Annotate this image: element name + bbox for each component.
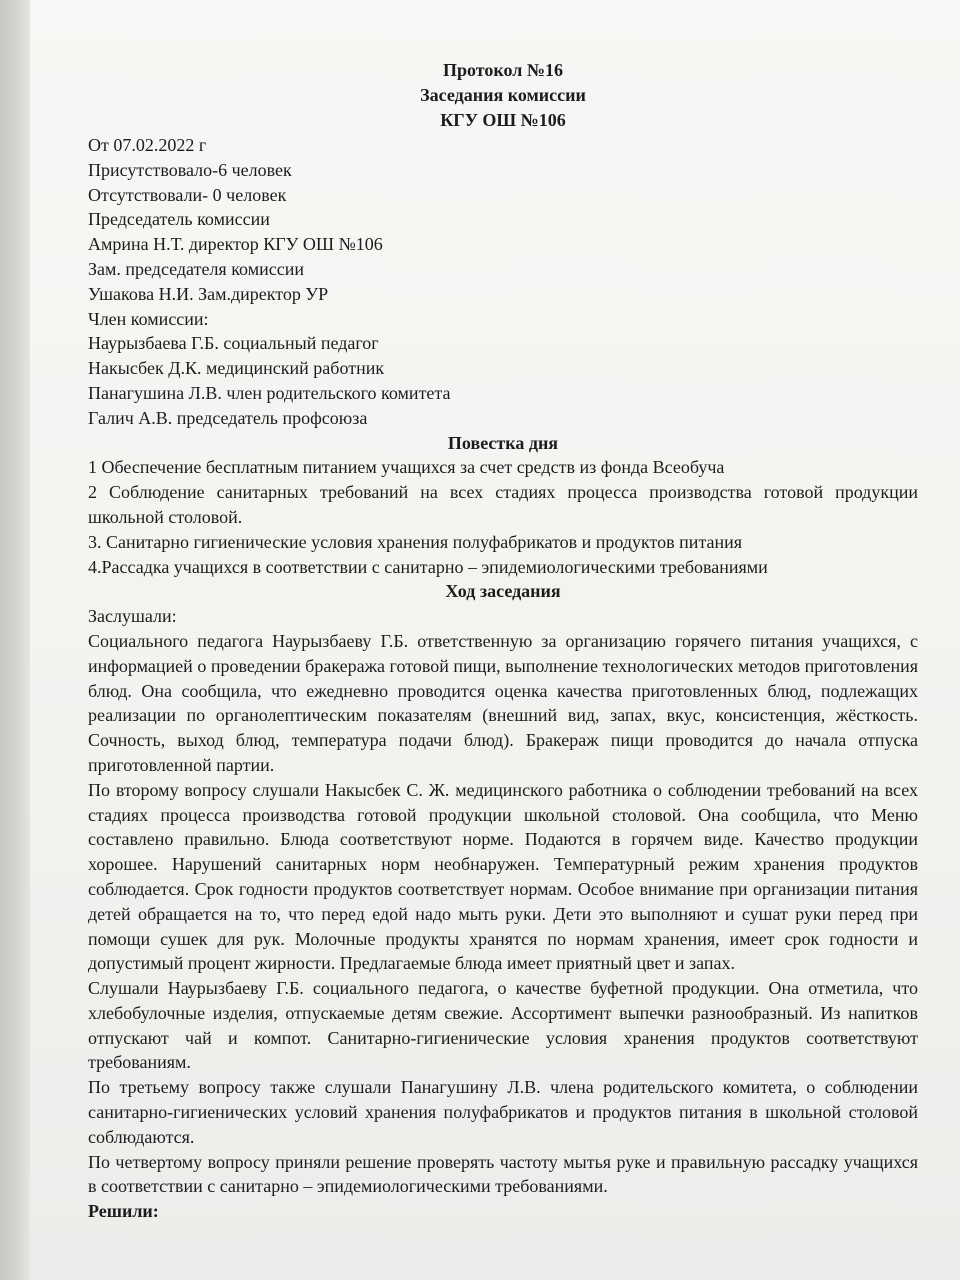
absent-count: Отсутствовали- 0 человек	[88, 184, 287, 205]
document-content	[88, 58, 918, 1224]
organization-name: КГУ ОШ №106	[440, 110, 566, 130]
agenda-item: 2 Соблюдение санитарных требований на всех стадиях процесса производства готовой продукции школьной столовой.	[88, 482, 918, 527]
proceedings-paragraph: По второму вопросу слушали Накысбек С. Ж. медицинского работника о соблюдении требований на всех стадиях процесса производства готовой продукции школьной столовой. Она сообщила, что Меню составлено правильно. Блюда соответствуют норме. Подаются в горячем виде. Качество продукции хорошее. Нарушений санитарных норм необнаружен. Температурный режим хранения продуктов соблюдается. Срок годности продуктов соответствует нормам. Особое внимание при организации питания детей обращается на то, что перед едой надо мыть руки. Дети это выполняют и сушат руки перед при помощи сушек для рук. Молочные продукты хранятся по нормам хранения, имеет срок годности и допустимый процент жирности. Предлагаемые блюда имеет приятный цвет и запах.	[88, 779, 918, 974]
proceedings-paragraph: Социального педагога Наурызбаеву Г.Б. ответственную за организацию горячего питания учащихся, с информацией о проведении бракеража готовой пищи, выполнение технологических методов приготовления блюд. Она сообщила, что ежедневно проводится оценка качества приготовленных блюд, подлежащих реализации по органолептическим показателям (внешний вид, запах, вкус, консистенция, жёсткость. Сочность, выход блюд, температура подачи блюд). Бракераж пищи проводится до начала отпуска приготовленной партии.	[88, 630, 918, 775]
agenda-section	[88, 431, 918, 580]
members-label: Член комиссии:	[88, 308, 209, 329]
agenda-item: 4.Рассадка учащихся в соответствии с санитарно – эпидемиологическими требованиями	[88, 556, 768, 577]
proceedings-title: Ход заседания	[445, 581, 561, 602]
proceedings-paragraph: По третьему вопросу также слушали Панагушину Л.В. члена родительского комитета, о соблюдении санитарно-гигиенических условий хранения полуфабрикатов и продуктов питания в школьной столовой соблюдаются.	[88, 1077, 918, 1147]
meta-block	[88, 133, 918, 431]
member-item: Накысбек Д.К. медицинский работник	[88, 358, 385, 379]
heard-label: Заслушали:	[88, 606, 177, 627]
decided-label: Решили:	[88, 1201, 159, 1222]
present-count: Присутствовало-6 человек	[88, 159, 292, 180]
protocol-title: Протокол №16	[443, 60, 563, 80]
agenda-title: Повестка дня	[447, 432, 559, 453]
proceedings-section	[88, 579, 918, 1224]
protocol-subtitle: Заседания комиссии	[420, 85, 586, 105]
proceedings-paragraph: Слушали Наурызбаеву Г.Б. социального педагога, о качестве буфетной продукции. Она отметила, что хлебобулочные изделия, отпускаемые детям свежие. Ассортимент выпечки разнообразный. Из напитков отпускают чай и компот. Санитарно-гигиенические условия хранения продуктов соответствуют требованиям.	[88, 978, 918, 1073]
agenda-item: 1 Обеспечение бесплатным питанием учащихся за счет средств из фонда Всеобуча	[88, 457, 725, 478]
title-block	[88, 58, 918, 133]
agenda-item: 3. Санитарно гигиенические условия хранения полуфабрикатов и продуктов питания	[88, 531, 743, 552]
vice-chair-name: Ушакова Н.И. Зам.директор УР	[88, 283, 329, 304]
member-item: Наурызбаева Г.Б. социальный педагог	[88, 333, 379, 354]
member-item: Галич А.В. председатель профсоюза	[88, 407, 368, 428]
member-item: Панагушина Л.В. член родительского комитета	[88, 382, 451, 403]
proceedings-paragraph: По четвертому вопросу приняли решение проверять частоту мытья руке и правильную рассадку учащихся в соответствии с санитарно – эпидемиологическими требованиями.	[88, 1151, 918, 1197]
chair-label: Председатель комиссии	[88, 209, 270, 230]
chair-name: Амрина Н.Т. директор КГУ ОШ №106	[88, 234, 383, 255]
vice-chair-label: Зам. председателя комиссии	[88, 258, 304, 279]
meeting-date: От 07.02.2022 г	[88, 135, 207, 155]
